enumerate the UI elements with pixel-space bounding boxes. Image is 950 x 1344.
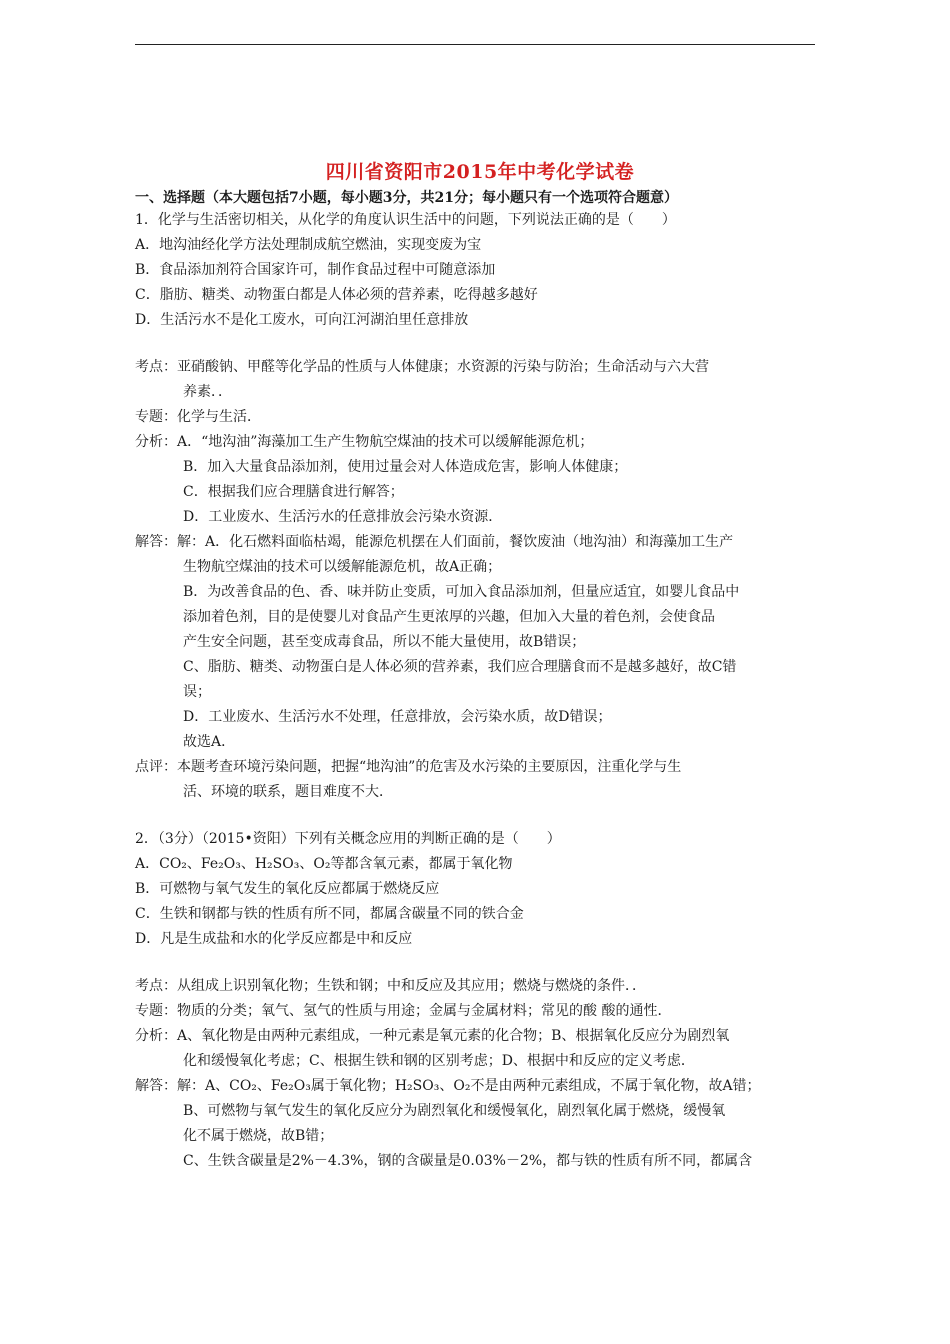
fenxi-line: D．工业废水、生活污水的任意排放会污染水资源． [183,509,503,525]
option-b: B．食品添加剂符合国家许可，制作食品过程中可随意添加 [135,262,496,278]
option-a: A．CO₂、Fe₂O₃、H₂SO₃、O₂等都含氧元素，都属于氧化物 [135,856,513,872]
jieda-line: B、可燃物与氧气发生的氧化反应分为剧烈氧化和缓慢氧化，剧烈氧化属于燃烧，缓慢氧 [183,1103,726,1119]
jieda-line: B．为改善食品的色、香、味并防止变质，可加入食品添加剂，但量应适宜，如婴儿食品中 [183,584,740,600]
fenxi-line: 分析：A．“地沟油”海藻加工生产生物航空煤油的技术可以缓解能源危机； [135,434,594,450]
jieda-line: 生物航空煤油的技术可以缓解能源危机，故A正确； [183,559,502,575]
question-2 [135,827,825,1174]
question-stem: 1．化学与生活密切相关，从化学的角度认识生活中的问题，下列说法正确的是（ ） [135,212,676,228]
fenxi-line: 分析：A、氧化物是由两种元素组成，一种元素是氧元素的化合物；B、根据氧化反应分为剧烈氧 [135,1028,730,1044]
kaodian-line: 考点：亚硝酸钠、甲醛等化学品的性质与人体健康；水资源的污染与防治；生命活动与六大营 [135,359,709,375]
jieda-line: C、脂肪、糖类、动物蛋白是人体必须的营养素，我们应合理膳食而不是越多越好，故C错 [183,659,737,675]
fenxi-line: 化和缓慢氧化考虑；C、根据生铁和钢的区别考虑；D、根据中和反应的定义考虑． [183,1053,695,1069]
jieda-line: D．工业废水、生活污水不处理，任意排放，会污染水质，故D错误； [183,709,612,725]
zhuanti-line: 专题：化学与生活． [135,409,261,425]
option-c: C．脂肪、糖类、动物蛋白都是人体必须的营养素，吃得越多越好 [135,287,538,303]
document-page [135,160,825,1174]
kaodian-line: 养素．． [183,384,232,400]
spacer [135,333,825,355]
option-a: A．地沟油经化学方法处理制成航空燃油，实现变废为宝 [135,237,482,253]
option-d: D．凡是生成盐和水的化学反应都是中和反应 [135,931,413,947]
spacer [135,952,825,974]
zhuanti-line: 专题：物质的分类；氧气、氢气的性质与用途；金属与金属材料；常见的酸 酸的通性． [135,1003,672,1019]
dianping-line: 点评：本题考查环境污染问题，把握“地沟油”的危害及水污染的主要原因，注重化学与生 [135,759,682,775]
jieda-line: C、生铁含碳量是2%－4.3%，钢的含碳量是0.03%－2%，都与铁的性质有所不同，都属含 [183,1153,753,1169]
fenxi-line: B．加入大量食品添加剂，使用过量会对人体造成危害，影响人体健康； [183,459,628,475]
jieda-line: 产生安全问题，甚至变成毒食品，所以不能大量使用，故B错误； [183,634,586,650]
option-c: C．生铁和钢都与铁的性质有所不同，都属含碳量不同的铁合金 [135,906,524,922]
page-title: 四川省资阳市2015年中考化学试卷 [325,161,635,183]
jieda-line: 解答：解：A．化石燃料面临枯竭，能源危机摆在人们面前，餐饮废油（地沟油）和海藻加工生产 [135,534,734,550]
jieda-line: 化不属于燃烧，故B错； [183,1128,334,1144]
section-heading: 一、选择题（本大题包括7小题，每小题3分，共21分；每小题只有一个选项符合题意） [135,190,678,206]
dianping-line: 活、环境的联系，题目难度不大． [183,784,393,800]
jieda-line: 解答：解：A、CO₂、Fe₂O₃属于氧化物；H₂SO₃、O₂不是由两种元素组成，不属于氧化物，故A错； [135,1078,761,1094]
jieda-line: 添加着色剂，目的是使婴儿对食品产生更浓厚的兴趣，但加入大量的着色剂，会使食品 [183,609,715,625]
option-b: B．可燃物与氧气发生的氧化反应都属于燃烧反应 [135,881,440,897]
spacer [135,805,825,827]
kaodian-line: 考点：从组成上识别氧化物；生铁和钢；中和反应及其应用；燃烧与燃烧的条件．． [135,978,646,994]
question-1 [135,208,825,805]
question-stem: 2．（3分）（2015•资阳）下列有关概念应用的判断正确的是（ ） [135,831,561,847]
header-rule [135,44,815,45]
option-d: D．生活污水不是化工废水，可向江河湖泊里任意排放 [135,312,469,328]
jieda-line: 故选A． [183,734,236,750]
fenxi-line: C．根据我们应合理膳食进行解答； [183,484,404,500]
jieda-line: 误； [183,684,211,700]
